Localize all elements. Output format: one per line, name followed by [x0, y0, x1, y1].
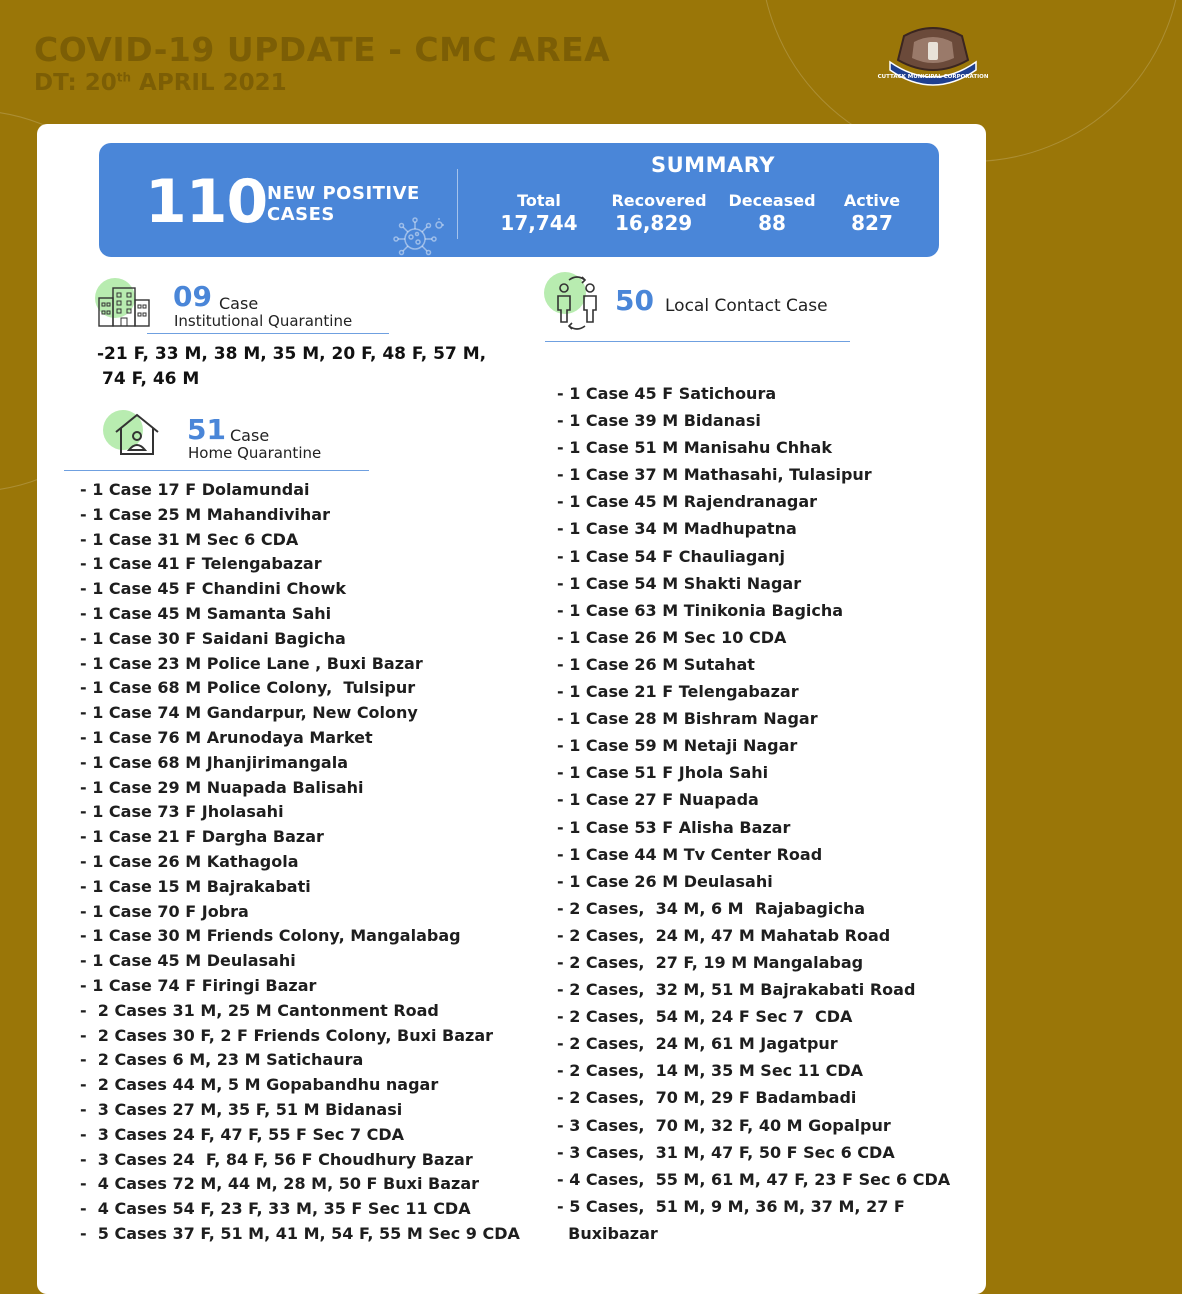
- list-item: - 1 Case 25 M Mahandivihar: [80, 504, 330, 524]
- local-label: Local Contact Case: [665, 296, 828, 316]
- list-item: - 4 Cases 72 M, 44 M, 28 M, 50 F Buxi Bazar: [80, 1174, 479, 1194]
- home-case-list: [80, 478, 520, 1247]
- institutional-cases: -21 F, 33 M, 38 M, 35 M, 20 F, 48 F, 57 M, 74 F, 46 M: [97, 344, 487, 389]
- list-item: - 1 Case 23 M Police Lane , Buxi Bazar: [80, 653, 423, 673]
- list-item: - 1 Case 34 M Madhupatna: [557, 519, 797, 539]
- list-item: - 1 Case 54 M Shakti Nagar: [557, 573, 802, 593]
- page-title: COVID-19 UPDATE - CMC AREA: [34, 30, 611, 69]
- list-item: - 1 Case 53 F Alisha Bazar: [557, 817, 791, 837]
- stat-total: Total 17,744: [500, 191, 578, 235]
- home-count: 51: [187, 413, 226, 446]
- home-case-word: Case: [230, 426, 270, 445]
- list-item: - 4 Cases, 55 M, 61 M, 47 F, 23 F Sec 6 CDA: [557, 1169, 951, 1189]
- list-item: - 2 Cases, 34 M, 6 M Rajabagicha: [557, 898, 865, 918]
- list-item: - 1 Case 45 F Satichoura: [557, 384, 777, 403]
- list-item: - 1 Case 54 F Chauliaganj: [557, 546, 785, 566]
- list-item: - 2 Cases, 24 M, 47 M Mahatab Road: [557, 925, 891, 945]
- new-cases-count: 110: [145, 167, 268, 237]
- list-item: - 1 Case 26 M Sec 10 CDA: [557, 627, 787, 647]
- list-item: - 3 Cases, 70 M, 32 F, 40 M Gopalpur: [557, 1115, 891, 1135]
- institutional-divider: [147, 333, 389, 334]
- list-item: - 1 Case 45 M Rajendranagar: [557, 492, 818, 512]
- summary-title: SUMMARY: [651, 153, 775, 177]
- list-item: - 2 Cases, 54 M, 24 F Sec 7 CDA: [557, 1007, 853, 1027]
- virus-icon: [389, 215, 445, 257]
- home-divider: [64, 470, 369, 471]
- list-item: - 4 Cases 54 F, 23 F, 33 M, 35 F Sec 11 CDA: [80, 1199, 471, 1219]
- list-item: - 1 Case 21 F Telengabazar: [557, 682, 799, 702]
- stat-deceased: Deceased 88: [728, 191, 816, 235]
- people-contact-icon: [551, 274, 603, 330]
- list-item: - 1 Case 26 M Kathagola: [80, 851, 299, 871]
- list-item: - 1 Case 51 M Manisahu Chhak: [557, 438, 832, 458]
- banner-divider: [457, 169, 458, 239]
- building-icon: [97, 284, 153, 328]
- list-item: - 1 Case 44 M Tv Center Road: [557, 844, 823, 864]
- list-item: - 1 Case 73 F Jholasahi: [80, 802, 284, 822]
- list-item: - 1 Case 59 M Netaji Nagar: [557, 736, 798, 756]
- institutional-count: 09: [173, 280, 212, 313]
- list-item: - 1 Case 74 F Firingi Bazar: [80, 975, 317, 995]
- list-item: - 2 Cases, 24 M, 61 M Jagatpur: [557, 1034, 838, 1054]
- list-item: - 1 Case 68 M Police Colony, Tulsipur: [80, 678, 416, 698]
- list-item: - 1 Case 45 M Samanta Sahi: [80, 603, 332, 623]
- list-item: - 1 Case 17 F Dolamundai: [80, 480, 310, 499]
- list-item: - 1 Case 51 F Jhola Sahi: [557, 763, 769, 783]
- stat-active: Active 827: [843, 191, 901, 235]
- list-item: - 1 Case 63 M Tinikonia Bagicha: [557, 600, 844, 620]
- list-item: - 2 Cases 31 M, 25 M Cantonment Road: [80, 1000, 439, 1020]
- list-item: - 3 Cases 24 F, 84 F, 56 F Choudhury Bazar: [80, 1149, 473, 1169]
- house-person-icon: [113, 412, 161, 456]
- list-item: - 1 Case 45 F Chandini Chowk: [80, 579, 346, 599]
- list-item: - 1 Case 26 M Sutahat: [557, 654, 755, 674]
- local-case-list: [557, 380, 950, 1247]
- list-item: - 1 Case 30 F Saidani Bagicha: [80, 628, 346, 648]
- institutional-label: Institutional Quarantine: [174, 312, 353, 330]
- list-item: - 5 Cases 37 F, 51 M, 41 M, 54 F, 55 M Sec 9 CDA: [80, 1223, 520, 1243]
- list-item: - 1 Case 28 M Bishram Nagar: [557, 709, 818, 729]
- list-item: - 2 Cases 30 F, 2 F Friends Colony, Buxi Bazar: [80, 1025, 493, 1045]
- list-item: - 1 Case 31 M Sec 6 CDA: [80, 529, 299, 549]
- list-item: - 2 Cases 6 M, 23 M Satichaura: [80, 1050, 364, 1070]
- svg-text:CUTTACK MUNICIPAL CORPORATION: CUTTACK MUNICIPAL CORPORATION: [877, 74, 989, 80]
- list-item: - 5 Cases, 51 M, 9 M, 36 M, 37 M, 27 F: [557, 1196, 905, 1216]
- new-cases-label: NEW POSITIVE CASES: [267, 183, 420, 225]
- list-item: - 2 Cases, 27 F, 19 M Mangalabag: [557, 952, 864, 972]
- institutional-case-word: Case: [219, 294, 259, 313]
- list-item: - 2 Cases, 32 M, 51 M Bajrakabati Road: [557, 980, 916, 1000]
- page-date: DT: 20th APRIL 2021: [34, 70, 287, 96]
- home-label: Home Quarantine: [188, 444, 322, 462]
- summary-banner: [99, 143, 939, 257]
- list-item: - 1 Case 26 M Deulasahi: [557, 871, 773, 891]
- stat-recovered: Recovered 16,829: [611, 191, 707, 235]
- list-item: - 2 Cases, 14 M, 35 M Sec 11 CDA: [557, 1061, 863, 1081]
- list-item: - 1 Case 70 F Jobra: [80, 901, 249, 921]
- list-item: - 3 Cases, 31 M, 47 F, 50 F Sec 6 CDA: [557, 1142, 895, 1162]
- list-item: Buxibazar: [557, 1223, 658, 1243]
- list-item: - 1 Case 29 M Nuapada Balisahi: [80, 777, 364, 797]
- list-item: - 2 Cases 44 M, 5 M Gopabandhu nagar: [80, 1075, 439, 1095]
- list-item: - 2 Cases, 70 M, 29 F Badambadi: [557, 1088, 857, 1108]
- local-divider: [545, 341, 850, 342]
- list-item: - 3 Cases 27 M, 35 F, 51 M Bidanasi: [80, 1099, 403, 1119]
- list-item: - 3 Cases 24 F, 47 F, 55 F Sec 7 CDA: [80, 1124, 405, 1144]
- list-item: - 1 Case 30 M Friends Colony, Mangalabag: [80, 926, 461, 946]
- list-item: - 1 Case 76 M Arunodaya Market: [80, 727, 373, 747]
- list-item: - 1 Case 45 M Deulasahi: [80, 951, 296, 971]
- list-item: - 1 Case 15 M Bajrakabati: [80, 876, 311, 896]
- list-item: - 1 Case 41 F Telengabazar: [80, 554, 322, 574]
- list-item: - 1 Case 21 F Dargha Bazar: [80, 827, 324, 847]
- list-item: - 1 Case 27 F Nuapada: [557, 790, 759, 810]
- list-item: - 1 Case 39 M Bidanasi: [557, 411, 761, 431]
- content-card: [37, 124, 986, 1294]
- list-item: - 1 Case 37 M Mathasahi, Tulasipur: [557, 465, 872, 485]
- cmc-logo: [877, 22, 989, 92]
- local-count: 50: [615, 284, 654, 317]
- list-item: - 1 Case 68 M Jhanjirimangala: [80, 752, 348, 772]
- list-item: - 1 Case 74 M Gandarpur, New Colony: [80, 703, 418, 723]
